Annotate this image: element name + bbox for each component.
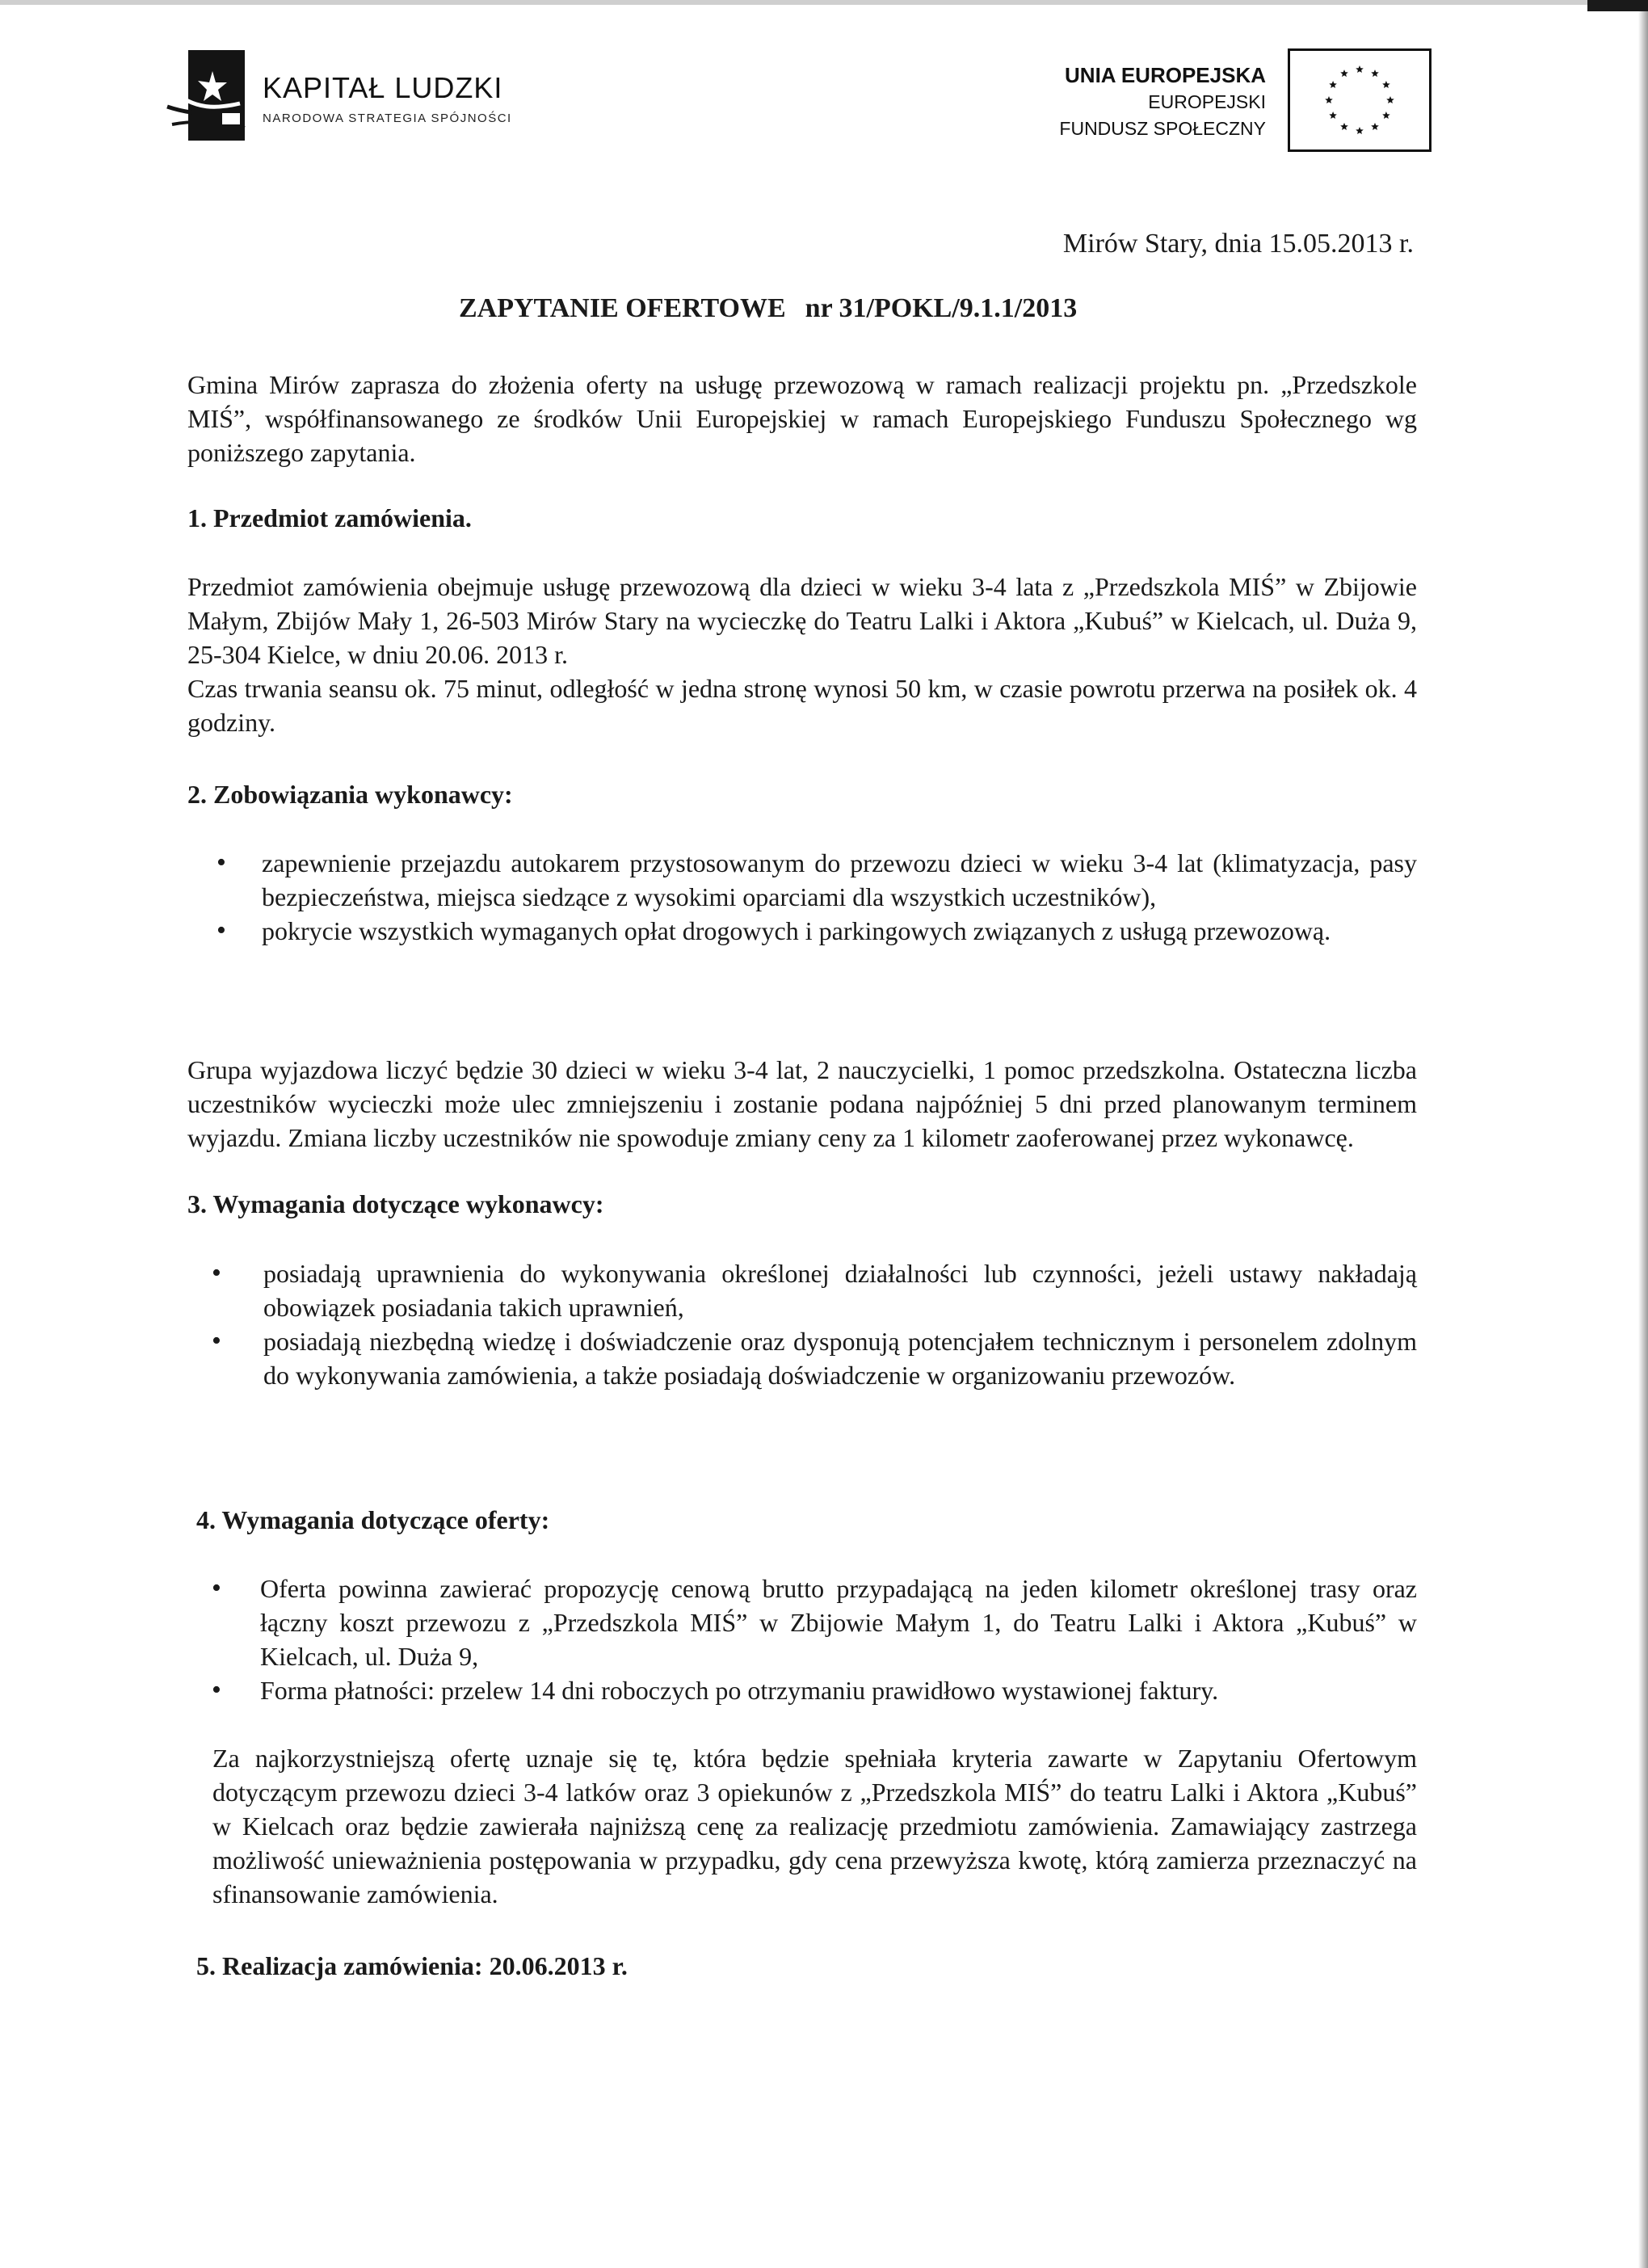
- section-4-body: [212, 1741, 1417, 1911]
- section-2-list: [217, 846, 1417, 948]
- bullet-icon: •: [212, 1675, 221, 1705]
- section-4-list: [212, 1572, 1417, 1707]
- eu-star-icon: [1382, 81, 1390, 88]
- kapital-ludzki-title: KAPITAŁ LUDZKI: [263, 71, 503, 104]
- eu-star-icon: [1325, 96, 1333, 103]
- kapital-ludzki-subtitle: NARODOWA STRATEGIA SPÓJNOŚCI: [263, 112, 512, 125]
- list-item: • posiadają uprawnienia do wykonywania określonej działalności lub czynności, jeżeli ustawy nakładają obowiązek posiadania takich uprawnień,: [212, 1258, 1417, 1322]
- scan-corner-mark: [1587, 0, 1648, 11]
- section-3-heading: 3. Wymagania dotyczące wykonawcy:: [187, 1189, 604, 1218]
- section-1-body: [187, 570, 1417, 739]
- eu-logo-line1: UNIA EUROPEJSKA: [1065, 63, 1266, 87]
- kapital-ludzki-logo-icon: [166, 50, 246, 145]
- scan-edge-top: [0, 0, 1648, 5]
- list-item: • zapewnienie przejazdu autokarem przystosowanym do przewozu dzieci w wieku 3-4 lat (klimatyzacja, pasy bezpieczeństwa, miejsca siedzące z wysokimi oparciami dla wszystkich uczestników),: [217, 848, 1417, 911]
- bullet-icon: •: [217, 915, 226, 945]
- bullet-icon: •: [212, 1258, 221, 1288]
- list-item: • Forma płatności: przelew 14 dni roboczych po otrzymaniu prawidłowo wystawionej faktury.: [212, 1673, 1417, 1707]
- eu-stars-icon: [1290, 51, 1429, 149]
- section-2-para: Grupa wyjazdowa liczyć będzie 30 dzieci w wieku 3-4 lat, 2 nauczycielki, 1 pomoc przedszkolna. Ostateczna liczba uczestników wycieczki może ulec zmniejszeniu i zostanie podana najpóźniej 5 dni przed planowanym terminem wyjazdu. Zmiana liczby uczestników nie spowoduje zmiany ceny za 1 kilometr zaoferowanej przez wykonawcę.: [187, 1055, 1417, 1152]
- section-1-para-1: Przedmiot zamówienia obejmuje usługę przewozową dla dzieci w wieku 3-4 lata z „Przedszkola MIŚ” w Zbijowie Małym, Zbijów Mały 1, 26-503 Mirów Stary na wycieczkę do Teatru Lalki i Aktora „Kubuś” w Kielcach, ul. Duża 9, 25-304 Kielce, w dniu 20.06. 2013 r.: [187, 572, 1417, 669]
- eu-star-icon: [1329, 112, 1337, 119]
- document-title-label: ZAPYTANIE OFERTOWE: [459, 293, 786, 323]
- eu-logo-text: [1059, 61, 1266, 142]
- eu-logo-line2: EUROPEJSKI: [1148, 91, 1266, 112]
- eu-star-icon: [1371, 123, 1379, 130]
- list-item: • Oferta powinna zawierać propozycję cenową brutto przypadającą na jeden kilometr określonej trasy oraz łączny koszt przewozu z „Przedszkola MIŚ” w Zbijowie Małym 1, do Teatru Lalki i Aktora „Kubuś” w Kielcach, ul. Duża 9,: [212, 1573, 1417, 1671]
- document-number: nr 31/POKL/9.1.1/2013: [805, 293, 1078, 323]
- kapital-ludzki-logo: [166, 50, 512, 147]
- section-4-heading: 4. Wymagania dotyczące oferty:: [196, 1505, 550, 1534]
- section-1-para-2: Czas trwania seansu ok. 75 minut, odległość w jedna stronę wynosi 50 km, w czasie powrotu przerwa na posiłek ok. 4 godziny.: [187, 674, 1417, 737]
- eu-stars-flag-icon: [1288, 48, 1431, 152]
- section-2-heading: 2. Zobowiązania wykonawcy:: [187, 780, 513, 809]
- list-item: • pokrycie wszystkich wymaganych opłat drogowych i parkingowych związanych z usługą przewozową.: [217, 914, 1417, 948]
- eu-star-icon: [1356, 127, 1364, 134]
- eu-star-icon: [1382, 112, 1390, 119]
- bullet-icon: •: [212, 1573, 221, 1603]
- eu-star-icon: [1356, 65, 1364, 73]
- eu-logo-line3: FUNDUSZ SPOŁECZNY: [1059, 118, 1266, 139]
- intro-text: Gmina Mirów zaprasza do złożenia oferty na usługę przewozową w ramach realizacji projektu pn. „Przedszkole MIŚ”, współfinansowanego ze środków Unii Europejskiej w ramach Europejskiego Funduszu Społecznego wg poniższego zapytania.: [187, 370, 1417, 467]
- list-item: • posiadają niezbędną wiedzę i doświadczenie oraz dysponują potencjałem technicznym i personelem zdolnym do wykonywania zamówienia, a także posiadają doświadczenie w organizowaniu przewozów.: [212, 1326, 1417, 1390]
- eu-logo: [1059, 48, 1431, 152]
- section-3-list: [212, 1256, 1417, 1392]
- intro-paragraph: [187, 368, 1417, 469]
- bullet-icon: •: [212, 1326, 221, 1356]
- bullet-icon: •: [217, 848, 226, 877]
- section-5-heading: 5. Realizacja zamówienia: 20.06.2013 r.: [196, 1951, 628, 1980]
- eu-star-icon: [1386, 96, 1394, 103]
- document-title: [459, 293, 1077, 324]
- section-1-heading: 1. Przedmiot zamówienia.: [187, 503, 472, 532]
- eu-star-icon: [1329, 81, 1337, 88]
- section-2-body: [187, 1053, 1417, 1155]
- eu-star-icon: [1340, 69, 1348, 77]
- section-4-para: Za najkorzystniejszą ofertę uznaje się tę, która będzie spełniała kryteria zawarte w Zapytaniu Ofertowym dotyczącym przewozu dzieci 3-4 latków oraz 3 opiekunów z „Przedszkola MIŚ” do teatru Lalki i Aktora „Kubuś” w Kielcach oraz będzie zawierała najniższą cenę za realizację przedmiotu zamówienia. Zamawiający zastrzega możliwość unieważnienia postępowania w przypadku, gdy cena przewyższa kwotę, którą zamierza przeznaczyć na sfinansowanie zamówienia.: [212, 1744, 1417, 1908]
- scan-edge-right: [1638, 0, 1648, 2268]
- eu-star-icon: [1340, 123, 1348, 130]
- document-date: Mirów Stary, dnia 15.05.2013 r.: [1062, 229, 1414, 259]
- eu-star-icon: [1371, 69, 1379, 77]
